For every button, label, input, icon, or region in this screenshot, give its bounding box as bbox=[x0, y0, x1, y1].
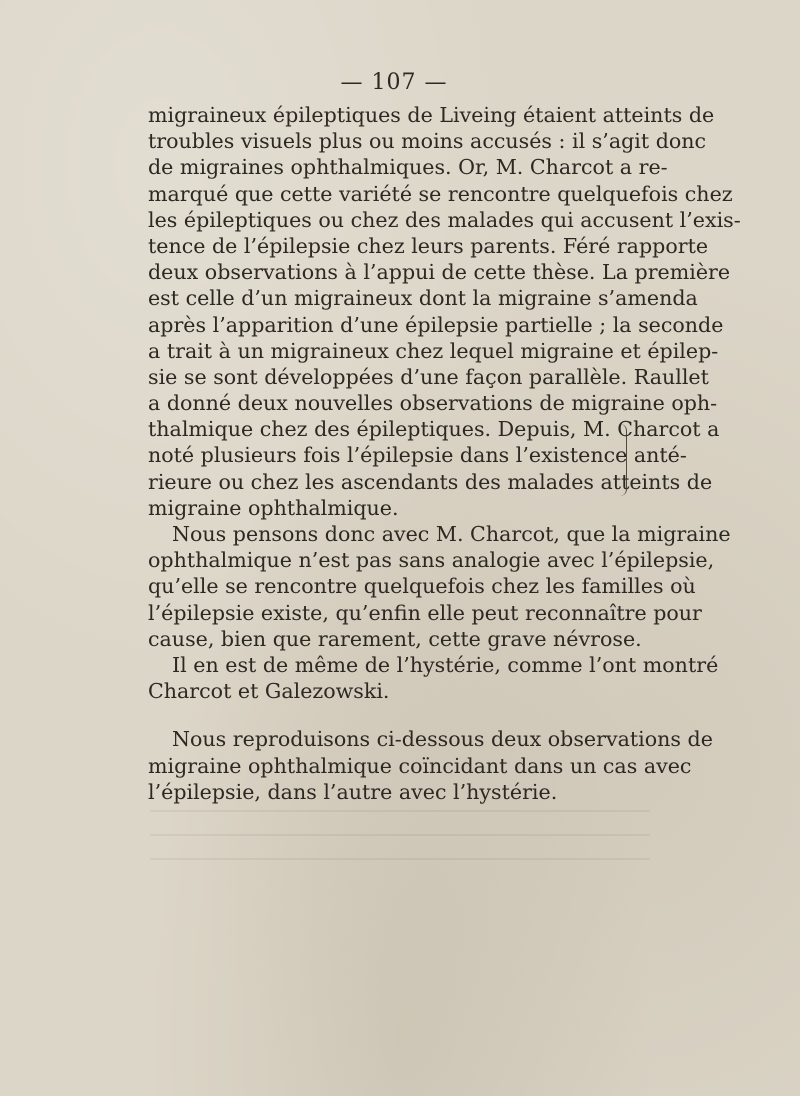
text-line: ophthalmique n’est pas sans analogie avec l’épilepsie, bbox=[148, 548, 715, 573]
text-line: migraine ophthalmique coïncidant dans un cas avec bbox=[148, 753, 692, 778]
page-number-text: — 107 — bbox=[340, 70, 448, 95]
text-line: deux observations à l’appui de cette thèse. La première bbox=[148, 260, 731, 285]
text-line: est celle d’un migraineux dont la migraine s’amenda bbox=[148, 286, 698, 311]
text-line: sie se sont développées d’une façon parallèle. Raullet bbox=[148, 364, 709, 389]
text-line: Nous reproduisons ci-dessous deux observations de bbox=[172, 727, 713, 752]
text-line: après l’apparition d’une épilepsie partielle ; la seconde bbox=[148, 312, 724, 337]
text-line: a donné deux nouvelles observations de migraine oph- bbox=[148, 391, 718, 416]
text-line: qu’elle se rencontre quelquefois chez les familles où bbox=[148, 574, 696, 599]
text-line: les épileptiques ou chez des malades qui accusent l’exis- bbox=[148, 207, 741, 232]
text-line: tence de l’épilepsie chez leurs parents. Féré rapporte bbox=[148, 233, 709, 258]
text-line: cause, bien que rarement, cette grave névrose. bbox=[148, 626, 642, 651]
text-line: Nous pensons donc avec M. Charcot, que la migraine bbox=[172, 522, 731, 546]
margin-pencil-mark bbox=[620, 424, 627, 496]
text-line: marqué que cette variété se rencontre quelquefois chez bbox=[148, 181, 733, 206]
text-line: l’épilepsie existe, qu’enfin elle peut reconnaître pour bbox=[148, 600, 702, 625]
text-line: de migraines ophthalmiques. Or, M. Charcot a re- bbox=[148, 155, 668, 180]
text-line: l’épilepsie, dans l’autre avec l’hystérie. bbox=[148, 779, 558, 804]
text-line: troubles visuels plus ou moins accusés : il s’agit donc bbox=[148, 129, 707, 154]
page-number bbox=[0, 70, 800, 95]
text-line: Charcot et Galezowski. bbox=[148, 679, 390, 704]
show-through-bleed bbox=[150, 810, 650, 880]
body-text bbox=[148, 102, 741, 805]
paragraph-gap bbox=[148, 704, 600, 726]
text-line: migraineux épileptiques de Liveing étaient atteints de bbox=[148, 103, 715, 127]
text-line: rieure ou chez les ascendants des malades atteints de bbox=[148, 469, 713, 494]
text-line: noté plusieurs fois l’épilepsie dans l’existence anté- bbox=[148, 443, 687, 468]
text-line: Il en est de même de l’hystérie, comme l’ont montré bbox=[172, 652, 719, 677]
text-line: migraine ophthalmique. bbox=[148, 495, 399, 520]
text-line: thalmique chez des épileptiques. Depuis, M. Charcot a bbox=[148, 417, 720, 442]
text-line: a trait à un migraineux chez lequel migraine et épilep- bbox=[148, 338, 719, 363]
